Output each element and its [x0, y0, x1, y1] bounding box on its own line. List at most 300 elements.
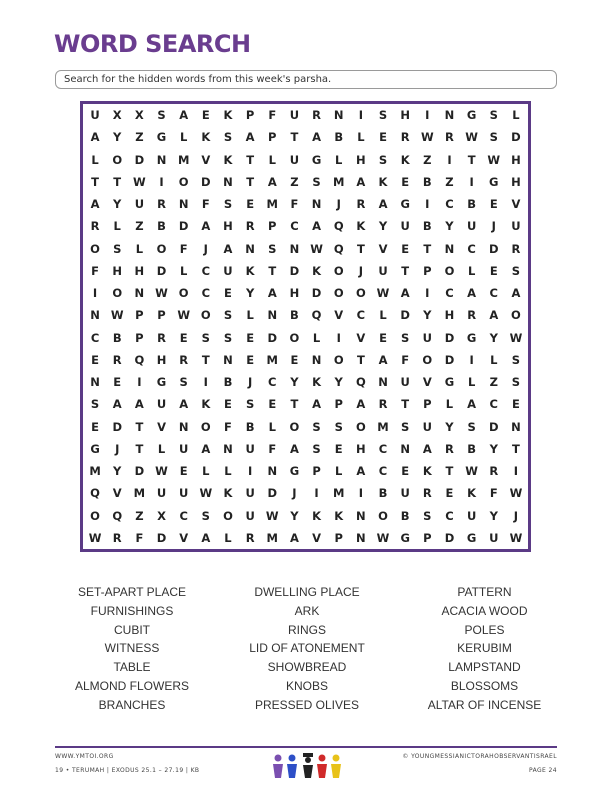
grid-letter: Z — [290, 174, 299, 189]
grid-letter: T — [268, 263, 277, 278]
grid-letter: W — [376, 286, 390, 301]
grid-letter: Y — [290, 375, 299, 390]
grid-letter: W — [133, 174, 146, 189]
grid-letter: A — [356, 464, 366, 479]
word-list-item: DWELLING PLACE — [254, 585, 360, 599]
grid-letter: B — [467, 441, 476, 456]
grid-letter: C — [179, 508, 188, 523]
grid-letter: R — [400, 130, 410, 145]
grid-letter: C — [201, 286, 211, 301]
grid-letter: R — [112, 530, 122, 545]
grid-letter: K — [312, 508, 322, 523]
grid-letter: L — [180, 263, 188, 278]
grid-letter: U — [289, 108, 300, 123]
grid-letter: N — [311, 352, 322, 367]
grid-letter: Q — [355, 375, 366, 390]
grid-letter: W — [310, 241, 323, 256]
grid-letter: D — [267, 486, 278, 501]
grid-letter: I — [469, 174, 474, 189]
grid-letter: N — [511, 419, 521, 434]
grid-letter: L — [312, 330, 321, 345]
grid-letter: M — [133, 486, 146, 501]
grid-letter: V — [312, 530, 322, 545]
grid-letter: S — [334, 419, 343, 434]
grid-letter: B — [157, 219, 166, 234]
word-list — [52, 583, 567, 715]
grid-letter: S — [511, 352, 521, 367]
grid-letter: Q — [112, 508, 123, 523]
grid-letter: Y — [489, 508, 498, 523]
grid-letter: N — [333, 108, 344, 123]
grid-letter: W — [177, 308, 190, 323]
grid-letter: T — [290, 397, 299, 412]
grid-letter: C — [467, 241, 476, 256]
grid-letter: G — [466, 530, 477, 545]
grid-letter: S — [223, 197, 233, 212]
grid-letter: O — [378, 508, 388, 523]
grid-letter: U — [400, 219, 410, 234]
grid-letter: W — [487, 152, 501, 167]
grid-letter: I — [336, 330, 341, 345]
grid-letter: K — [378, 174, 388, 189]
grid-letter: W — [155, 286, 168, 301]
grid-letter: E — [401, 241, 410, 256]
grid-letter: H — [400, 108, 410, 123]
grid-letter: G — [466, 330, 477, 345]
grid-letter: F — [290, 197, 299, 212]
grid-letter: J — [513, 508, 519, 523]
grid-letter: L — [357, 130, 365, 145]
word-list-item: BLOSSOMS — [450, 678, 519, 693]
grid-letter: D — [178, 219, 189, 234]
grid-letter: S — [312, 441, 321, 456]
grid-letter: K — [467, 486, 477, 501]
grid-letter: I — [358, 486, 363, 501]
grid-letter: I — [203, 375, 208, 390]
grid-letter: O — [90, 241, 100, 256]
logo-figure-yellow — [331, 755, 341, 779]
grid-letter: E — [379, 330, 387, 345]
grid-letter: B — [290, 308, 299, 323]
grid-letter: H — [112, 263, 123, 278]
grid-letter: J — [336, 197, 341, 212]
grid-letter: I — [137, 375, 142, 390]
grid-letter: N — [356, 508, 366, 523]
grid-letter: O — [511, 308, 521, 323]
word-search-grid — [80, 101, 531, 552]
grid-letter: C — [445, 286, 454, 301]
grid-letter: U — [178, 486, 189, 501]
grid-letter: L — [135, 241, 144, 256]
grid-letter: O — [333, 286, 344, 301]
grid-letter: J — [358, 263, 363, 278]
grid-letter: R — [90, 219, 100, 234]
grid-letter: C — [268, 375, 277, 390]
grid-letter: Q — [134, 352, 145, 367]
grid-letter: R — [378, 397, 388, 412]
grid-letter: P — [268, 219, 277, 234]
grid-letter: R — [356, 197, 366, 212]
grid-letter: Y — [113, 464, 122, 479]
grid-letter: F — [268, 108, 277, 123]
logo-figure-blue — [287, 755, 297, 779]
grid-letter: D — [156, 530, 167, 545]
grid-letter: V — [112, 486, 122, 501]
grid-letter: E — [445, 486, 454, 501]
grid-letter: K — [245, 263, 255, 278]
grid-letter: G — [156, 375, 167, 390]
grid-letter: B — [223, 375, 233, 390]
grid-letter: P — [157, 308, 166, 323]
grid-letter: K — [356, 219, 366, 234]
grid-letter: T — [290, 130, 299, 145]
grid-letter: U — [245, 441, 255, 456]
grid-letter: Y — [113, 197, 122, 212]
grid-letter: O — [156, 241, 167, 256]
instructions-box: Search for the hidden words from this week's parsha. — [55, 70, 557, 89]
grid-letter: A — [378, 352, 388, 367]
grid-letter: F — [489, 486, 498, 501]
grid-letter: F — [91, 263, 99, 278]
grid-letter: S — [401, 419, 410, 434]
grid-letter: D — [488, 419, 499, 434]
word-list-item: PRESSED OLIVES — [254, 697, 360, 712]
grid-letter: F — [135, 530, 144, 545]
grid-letter: E — [401, 464, 410, 479]
grid-letter: T — [246, 152, 255, 167]
grid-letter: E — [113, 375, 122, 390]
grid-letter: A — [378, 197, 388, 212]
logo-figure-dark — [303, 753, 313, 778]
grid-letter: O — [178, 286, 189, 301]
grid-letter: F — [201, 197, 210, 212]
grid-letter: C — [445, 197, 454, 212]
grid-letter: S — [378, 108, 388, 123]
grid-letter: Z — [423, 152, 432, 167]
grid-letter: L — [490, 352, 498, 367]
grid-letter: D — [201, 174, 211, 189]
grid-letter: C — [356, 308, 366, 323]
grid-letter: U — [223, 263, 233, 278]
grid-letter: E — [489, 263, 498, 278]
grid-letter: Y — [445, 419, 454, 434]
grid-letter: A — [356, 397, 366, 412]
grid-letter: L — [91, 152, 99, 167]
grid-letter: L — [268, 152, 276, 167]
grid-letter: B — [422, 219, 432, 234]
grid-letter: V — [511, 197, 521, 212]
grid-letter: J — [491, 219, 496, 234]
word-list-item: PATTERN — [457, 585, 512, 599]
grid-letter: K — [334, 508, 344, 523]
grid-letter: W — [420, 130, 434, 145]
grid-letter: Z — [135, 130, 144, 145]
grid-letter: F — [268, 441, 277, 456]
grid-letter: Z — [135, 219, 144, 234]
grid-letter: T — [91, 174, 99, 189]
grid-letter: F — [401, 352, 410, 367]
grid-letter: A — [201, 530, 211, 545]
grid-letter: U — [245, 486, 255, 501]
grid-letter: N — [245, 241, 255, 256]
grid-letter: R — [445, 130, 454, 145]
grid-letter: M — [89, 464, 101, 479]
grid-letter: M — [177, 152, 190, 167]
grid-letter: B — [422, 174, 432, 189]
grid-letter: T — [445, 464, 454, 479]
grid-letter: G — [400, 530, 410, 545]
grid-letter: G — [311, 152, 322, 167]
grid-letter: A — [312, 219, 322, 234]
grid-letter: M — [266, 530, 278, 545]
grid-letter: Y — [378, 219, 388, 234]
grid-letter: T — [511, 441, 520, 456]
grid-letter: N — [311, 197, 322, 212]
grid-letter: P — [423, 530, 432, 545]
grid-letter: V — [378, 241, 388, 256]
grid-letter: B — [467, 197, 476, 212]
grid-letter: T — [423, 241, 432, 256]
word-list-item: TABLE — [113, 660, 151, 675]
grid-letter: N — [444, 108, 455, 123]
grid-letter: A — [289, 530, 299, 545]
grid-letter: S — [223, 330, 233, 345]
grid-letter: W — [509, 330, 523, 345]
grid-letter: R — [157, 197, 166, 212]
grid-letter: K — [223, 152, 233, 167]
grid-letter: O — [200, 419, 211, 434]
grid-letter: U — [466, 219, 477, 234]
grid-letter: T — [467, 152, 476, 167]
grid-letter: I — [314, 486, 319, 501]
grid-letter: U — [466, 508, 477, 523]
grid-letter: I — [425, 197, 430, 212]
grid-letter: W — [88, 530, 102, 545]
grid-letter: E — [246, 352, 255, 367]
grid-letter: D — [400, 308, 410, 323]
grid-letter: S — [378, 152, 388, 167]
grid-letter: A — [267, 286, 277, 301]
grid-letter: S — [511, 263, 521, 278]
grid-letter: R — [179, 352, 189, 367]
grid-letter: R — [245, 530, 255, 545]
grid-letter: N — [223, 174, 233, 189]
grid-letter: K — [312, 263, 322, 278]
grid-letter: T — [401, 263, 410, 278]
grid-letter: D — [134, 464, 145, 479]
grid-letter: T — [246, 174, 255, 189]
grid-letter: R — [511, 241, 521, 256]
grid-letter: K — [223, 486, 233, 501]
grid-letter: O — [355, 419, 366, 434]
grid-letter: Y — [334, 375, 343, 390]
grid-letter: R — [422, 486, 432, 501]
grid-letter: U — [489, 530, 499, 545]
grid-letter: E — [224, 397, 232, 412]
grid-letter: R — [245, 219, 255, 234]
word-list-item: SET-APART PLACE — [77, 585, 187, 599]
grid-letter: U — [400, 486, 410, 501]
grid-letter: S — [245, 397, 255, 412]
word-list-item: RINGS — [287, 622, 326, 637]
grid-letter: W — [509, 486, 523, 501]
word-list-item: ARK — [294, 603, 320, 618]
grid-letter: T — [401, 397, 410, 412]
grid-letter: U — [156, 486, 167, 501]
grid-letter: B — [378, 486, 388, 501]
grid-letter: Z — [445, 174, 454, 189]
grid-letter: I — [447, 152, 452, 167]
grid-letter: D — [112, 419, 122, 434]
grid-letter: N — [134, 286, 145, 301]
grid-letter: P — [334, 397, 343, 412]
grid-letter: A — [245, 130, 255, 145]
grid-letter: H — [444, 308, 455, 323]
grid-letter: B — [112, 330, 122, 345]
grid-letter: O — [333, 263, 344, 278]
footer-parsha-info: 19 • TERUMAH | EXODUS 25.1 – 27.19 | KB — [55, 767, 200, 774]
grid-letter: H — [511, 174, 521, 189]
grid-letter: S — [489, 108, 498, 123]
grid-letter: J — [292, 486, 297, 501]
grid-letter: B — [245, 419, 255, 434]
grid-letter: O — [355, 286, 366, 301]
grid-letter: D — [289, 263, 300, 278]
grid-letter: N — [400, 441, 410, 456]
grid-letter: V — [157, 419, 166, 434]
grid-letter: P — [135, 308, 144, 323]
word-list-item: WITNESS — [104, 641, 160, 656]
grid-letter: N — [267, 308, 278, 323]
grid-letter: D — [444, 530, 455, 545]
grid-letter: U — [90, 108, 100, 123]
grid-letter: Y — [290, 508, 299, 523]
grid-letter: D — [134, 152, 145, 167]
grid-letter: L — [202, 464, 210, 479]
grid-letter: G — [489, 174, 499, 189]
grid-letter: O — [200, 308, 211, 323]
grid-letter: E — [179, 330, 188, 345]
word-list-item: CUBIT — [114, 622, 150, 637]
grid-letter: H — [223, 219, 233, 234]
grid-letter: D — [444, 330, 455, 345]
grid-letter: O — [289, 330, 300, 345]
grid-letter: E — [201, 108, 210, 123]
grid-letter: W — [509, 530, 523, 545]
grid-letter: L — [157, 441, 166, 456]
grid-letter: W — [465, 464, 478, 479]
grid-letter: S — [489, 130, 498, 145]
grid-letter: P — [245, 108, 255, 123]
grid-letter: T — [356, 352, 365, 367]
grid-letter: S — [312, 174, 321, 189]
grid-letter: N — [378, 375, 388, 390]
grid-letter: Q — [90, 486, 100, 501]
grid-letter: A — [134, 397, 144, 412]
word-list-item: POLES — [464, 622, 505, 637]
grid-letter: P — [268, 130, 277, 145]
grid-letter: U — [245, 508, 255, 523]
grid-letter: A — [267, 174, 277, 189]
grid-letter: E — [511, 397, 520, 412]
grid-letter: L — [335, 152, 343, 167]
grid-letter: W — [110, 308, 124, 323]
grid-letter: G — [156, 130, 167, 145]
grid-letter: J — [247, 375, 253, 390]
grid-letter: S — [223, 130, 233, 145]
grid-letter: T — [201, 352, 210, 367]
grid-letter: N — [156, 152, 167, 167]
grid-letter: Y — [423, 308, 432, 323]
grid-letter: L — [379, 308, 387, 323]
grid-letter: L — [180, 130, 188, 145]
grid-letter: A — [511, 286, 521, 301]
footer-divider — [55, 746, 557, 748]
grid-letter: W — [265, 508, 279, 523]
grid-letter: Q — [333, 219, 344, 234]
grid-letter: N — [356, 530, 366, 545]
grid-letter: U — [422, 419, 432, 434]
grid-letter: H — [511, 152, 521, 167]
grid-letter: N — [178, 419, 189, 434]
grid-letter: F — [179, 241, 188, 256]
grid-letter: P — [135, 330, 144, 345]
grid-letter: A — [90, 130, 100, 145]
grid-letter: M — [332, 174, 345, 189]
grid-letter: E — [290, 352, 299, 367]
grid-letter: V — [422, 375, 432, 390]
grid-letter: L — [224, 530, 232, 545]
grid-letter: T — [113, 174, 122, 189]
grid-letter: E — [179, 464, 188, 479]
grid-letter: C — [290, 219, 299, 234]
grid-letter: K — [223, 108, 233, 123]
grid-letter: L — [445, 397, 454, 412]
grid-letter: X — [157, 508, 166, 523]
grid-letter: A — [223, 241, 233, 256]
grid-letter: F — [224, 419, 232, 434]
grid-letter: C — [378, 441, 388, 456]
grid-letter: H — [134, 263, 145, 278]
grid-letter: K — [312, 375, 322, 390]
grid-letter: R — [157, 330, 166, 345]
grid-letter: T — [135, 441, 144, 456]
grid-letter: Z — [489, 375, 498, 390]
grid-letter: I — [513, 464, 519, 479]
grid-letter: K — [201, 397, 211, 412]
grid-letter: L — [467, 263, 476, 278]
grid-letter: A — [467, 286, 477, 301]
grid-letter: L — [512, 108, 520, 123]
grid-letter: C — [445, 508, 454, 523]
grid-letter: G — [444, 375, 455, 390]
footer-copyright: © YOUNGMESSIANICTORAHOBSERVANTISRAEL — [402, 753, 557, 760]
grid-letter: S — [268, 241, 277, 256]
logo-figure-red — [317, 755, 327, 779]
grid-letter: C — [489, 286, 498, 301]
ymtoi-logo — [270, 752, 350, 780]
word-list-item: KERUBIM — [457, 641, 512, 656]
footer-website: WWW.YMTOI.ORG — [55, 753, 114, 760]
grid-letter: A — [312, 397, 322, 412]
grid-letter: S — [113, 241, 122, 256]
grid-letter: S — [401, 330, 410, 345]
word-list-item: LID OF ATONEMENT — [249, 641, 365, 656]
grid-letter: L — [268, 419, 276, 434]
grid-letter: A — [90, 197, 100, 212]
grid-letter: O — [444, 263, 455, 278]
grid-letter: E — [246, 330, 255, 345]
